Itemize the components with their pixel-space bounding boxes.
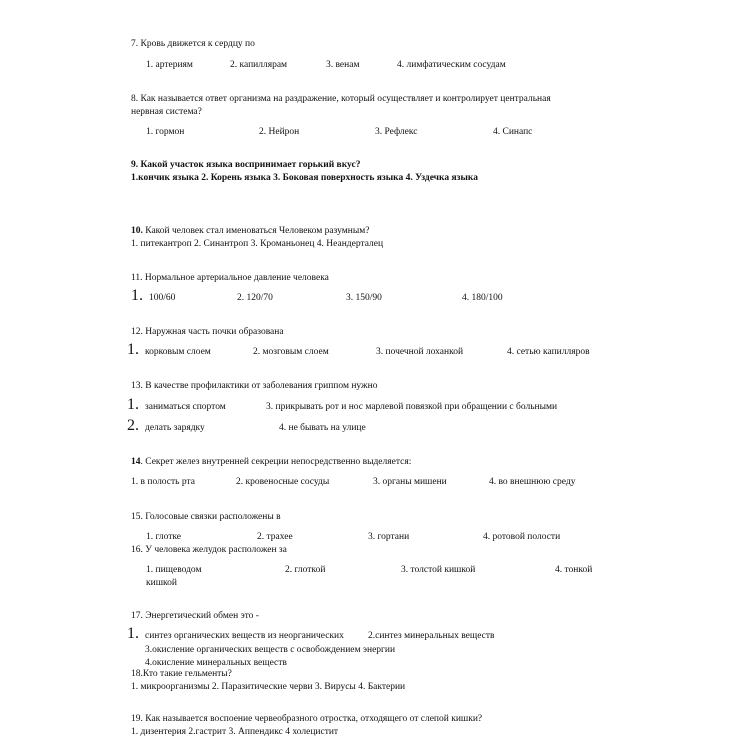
q17-list-number: 1. <box>127 625 139 642</box>
q11-option-4: 4. 180/100 <box>462 293 503 303</box>
q14-option-2: 2. кровеносные сосуды <box>236 477 330 487</box>
q14-option-3: 3. органы мишени <box>373 477 447 487</box>
q18-options: 1. микроорганизмы 2. Паразитические черви 3. Вирусы 4. Бактерии <box>131 682 406 692</box>
q13-option-1: заниматься спортом <box>145 402 226 412</box>
q14-number: 14 <box>131 457 141 467</box>
q8-option-3: 3. Рефлекс <box>375 127 418 137</box>
q7-option-4: 4. лимфатическим сосудам <box>397 60 506 70</box>
q16-option-4: 4. тонкой <box>555 565 593 575</box>
q8-option-2: 2. Нейрон <box>259 127 300 137</box>
q7-option-2: 2. капиллярам <box>230 60 288 70</box>
question-8-line-1: 8. Как называется ответ организма на раздражение, который осуществляет и контролирует центральная <box>131 94 551 104</box>
question-8-line-2: нервная система? <box>131 107 202 117</box>
q17-option-1: синтез органических веществ из неорганических <box>145 631 344 641</box>
q12-list-number: 1. <box>127 341 139 358</box>
q7-option-3: 3. венам <box>326 60 360 70</box>
q14-option-4: 4. во внешнюю среду <box>489 477 576 487</box>
q11-option-2: 2. 120/70 <box>237 293 273 303</box>
question-17: 17. Энергетический обмен это - <box>131 611 259 621</box>
q10-text: Какой человек стал именоваться Человеком разумным? <box>142 226 370 236</box>
q13-list-number-2: 2. <box>127 417 139 434</box>
question-11: 11. Нормальное артериальное давление человека <box>131 273 329 283</box>
question-18: 18.Кто такие гельменты? <box>131 669 232 679</box>
q15-option-2: 2. трахее <box>257 532 293 542</box>
question-9: 9. Какой участок языка воспринимает горький вкус? <box>131 160 361 170</box>
q17-option-3: 3.окисление органических веществ с освобождением энергии <box>145 645 396 655</box>
q13-option-3: 3. прикрывать рот и нос марлевой повязкой при обращении с больными <box>266 402 558 412</box>
q16-option-1: 1. пищеводом <box>146 565 202 575</box>
q10-options: 1. питекантроп 2. Синантроп 3. Кроманьонец 4. Неандерталец <box>131 239 384 249</box>
q10-number: 10. <box>131 226 143 236</box>
question-19: 19. Как называется воспоение червеобразного отростка, отходящего от слепой кишки? <box>131 714 483 724</box>
q9-options: 1.кончик языка 2. Корень языка 3. Боковая поверхность языка 4. Уздечка языка <box>131 173 478 183</box>
q14-option-1: 1. в полость рта <box>131 477 195 487</box>
q13-option-4: 4. не бывать на улице <box>279 423 366 433</box>
q12-option-3: 3. почечной лоханкой <box>376 347 464 357</box>
q11-option-1: 100/60 <box>149 293 176 303</box>
question-7: 7. Кровь движется к сердцу по <box>131 39 255 49</box>
q17-option-2: 2.синтез минеральных веществ <box>368 631 495 641</box>
q13-option-2: делать зарядку <box>145 423 205 433</box>
q7-option-1: 1. артериям <box>146 60 193 70</box>
q16-option-4-wrap: кишкой <box>146 578 177 588</box>
q12-option-2: 2. мозговым слоем <box>253 347 329 357</box>
q17-option-4: 4.окисление минеральных веществ <box>145 658 287 668</box>
q11-option-3: 3. 150/90 <box>346 293 382 303</box>
q15-option-4: 4. ротовой полости <box>483 532 561 542</box>
q16-option-3: 3. толстой кишкой <box>401 565 476 575</box>
question-15: 15. Голосовые связки расположены в <box>131 512 281 522</box>
q13-list-number-1: 1. <box>127 396 139 413</box>
q8-option-4: 4. Синапс <box>493 127 533 137</box>
question-14 <box>131 457 411 469</box>
q15-option-3: 3. гортани <box>368 532 410 542</box>
question-12: 12. Наружная часть почки образована <box>131 327 284 337</box>
q12-option-4: 4. сетью капилляров <box>507 347 590 357</box>
q14-text: . Секрет желез внутренней секреции непосредственно выделяется: <box>140 457 412 467</box>
q16-option-2: 2. глоткой <box>285 565 326 575</box>
q15-option-1: 1. глотке <box>146 532 182 542</box>
question-13: 13. В качестве профилактики от заболевания гриппом нужно <box>131 381 378 391</box>
q11-list-number: 1. <box>131 287 143 304</box>
q19-options: 1. дизентерия 2.гастрит 3. Аппендикс 4 холецистит <box>131 727 339 737</box>
question-16: 16. У человека желудок расположен за <box>131 545 287 555</box>
question-10 <box>131 226 369 238</box>
q8-option-1: 1. гормон <box>146 127 185 137</box>
q12-option-1: корковым слоем <box>145 347 211 357</box>
